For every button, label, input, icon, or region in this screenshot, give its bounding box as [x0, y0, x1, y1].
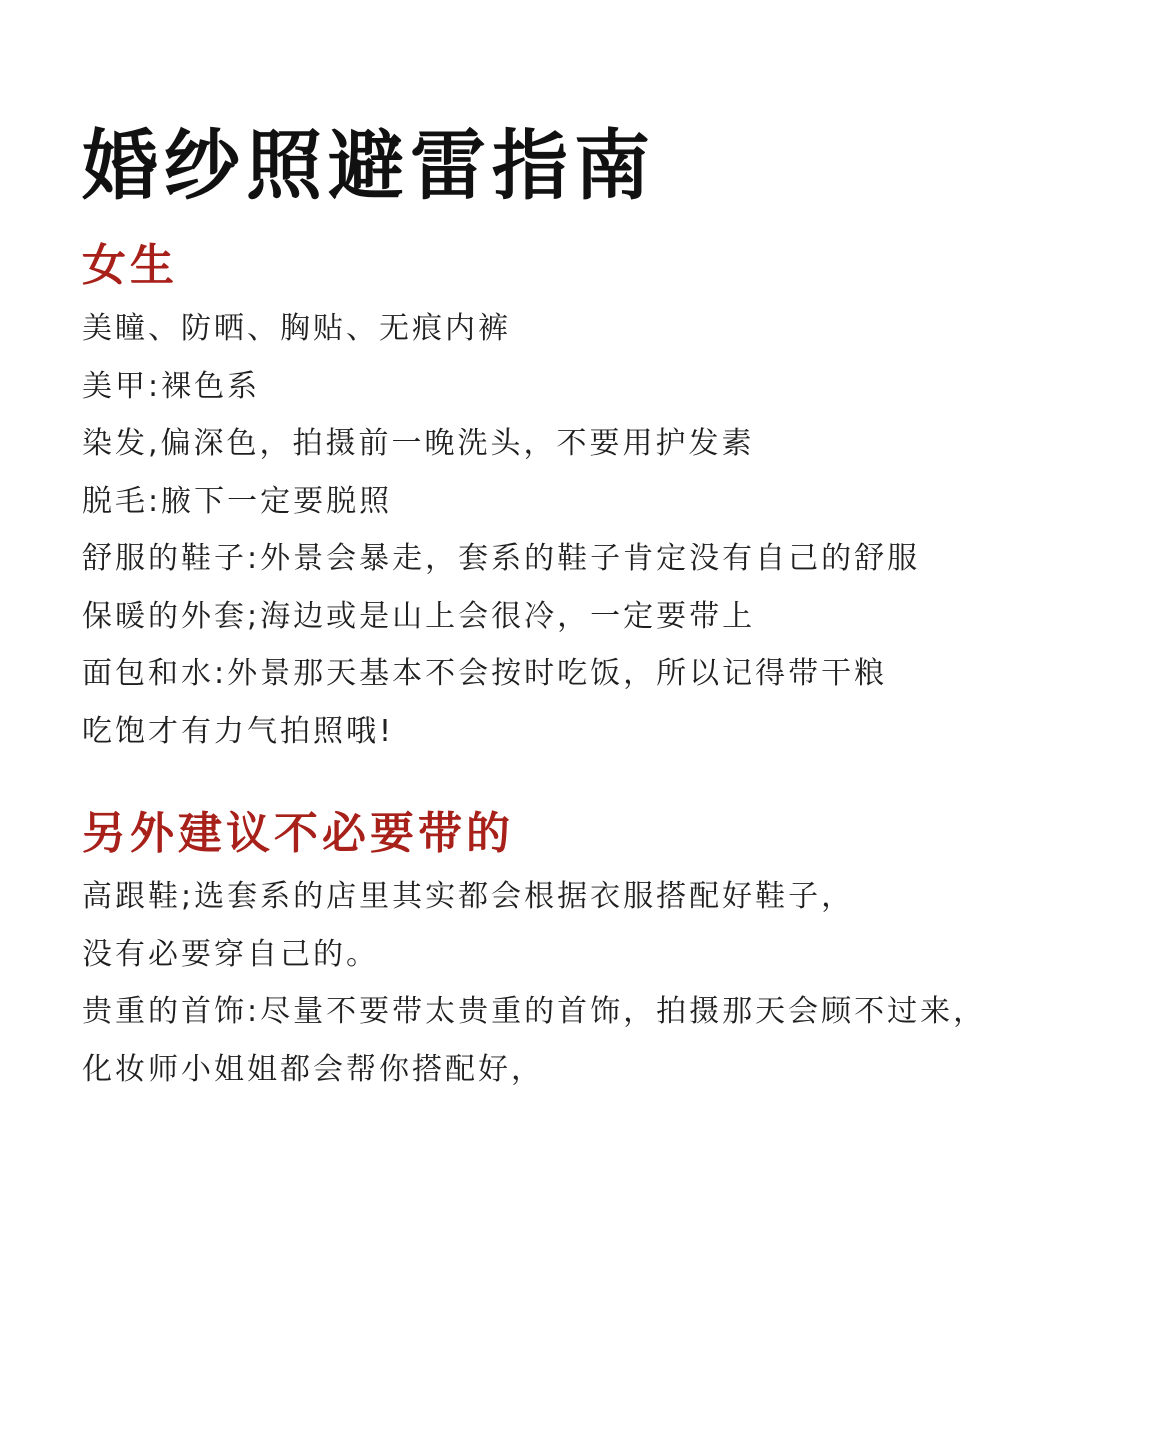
list-item: 美甲:裸色系 — [82, 368, 261, 404]
page-title: 婚纱照避雷指南 — [82, 121, 656, 210]
list-item: 保暖的外套;海边或是山上会很冷，一定要带上 — [82, 598, 756, 634]
guide-content — [82, 120, 1122, 1098]
list-item: 化妆师小姐姐都会帮你搭配好， — [82, 1051, 544, 1087]
list-item: 没有必要穿自己的。 — [82, 936, 379, 972]
list-item: 美瞳、防晒、胸贴、无痕内裤 — [82, 311, 511, 346]
section-heading-not-needed: 另外建议不必要带的 — [82, 808, 514, 859]
section-not-needed — [82, 806, 1122, 1098]
list-item: 面包和水:外景那天基本不会按时吃饭，所以记得带干粮 — [82, 656, 888, 691]
section-female — [82, 238, 1122, 760]
section-heading-female: 女生 — [82, 240, 178, 291]
list-item: 贵重的首饰:尽量不要带太贵重的首饰，拍摄那天会顾不过来， — [82, 994, 987, 1029]
list-item: 染发,偏深色，拍摄前一晚洗头，不要用护发素 — [82, 426, 755, 461]
list-item: 脱毛:腋下一定要脱照 — [82, 483, 393, 519]
list-item: 舒服的鞋子:外景会暴走，套系的鞋子肯定没有自己的舒服 — [82, 541, 921, 576]
list-item: 高跟鞋;选套系的店里其实都会根据衣服搭配好鞋子， — [82, 879, 855, 914]
list-item: 吃饱才有力气拍照哦! — [82, 713, 395, 749]
